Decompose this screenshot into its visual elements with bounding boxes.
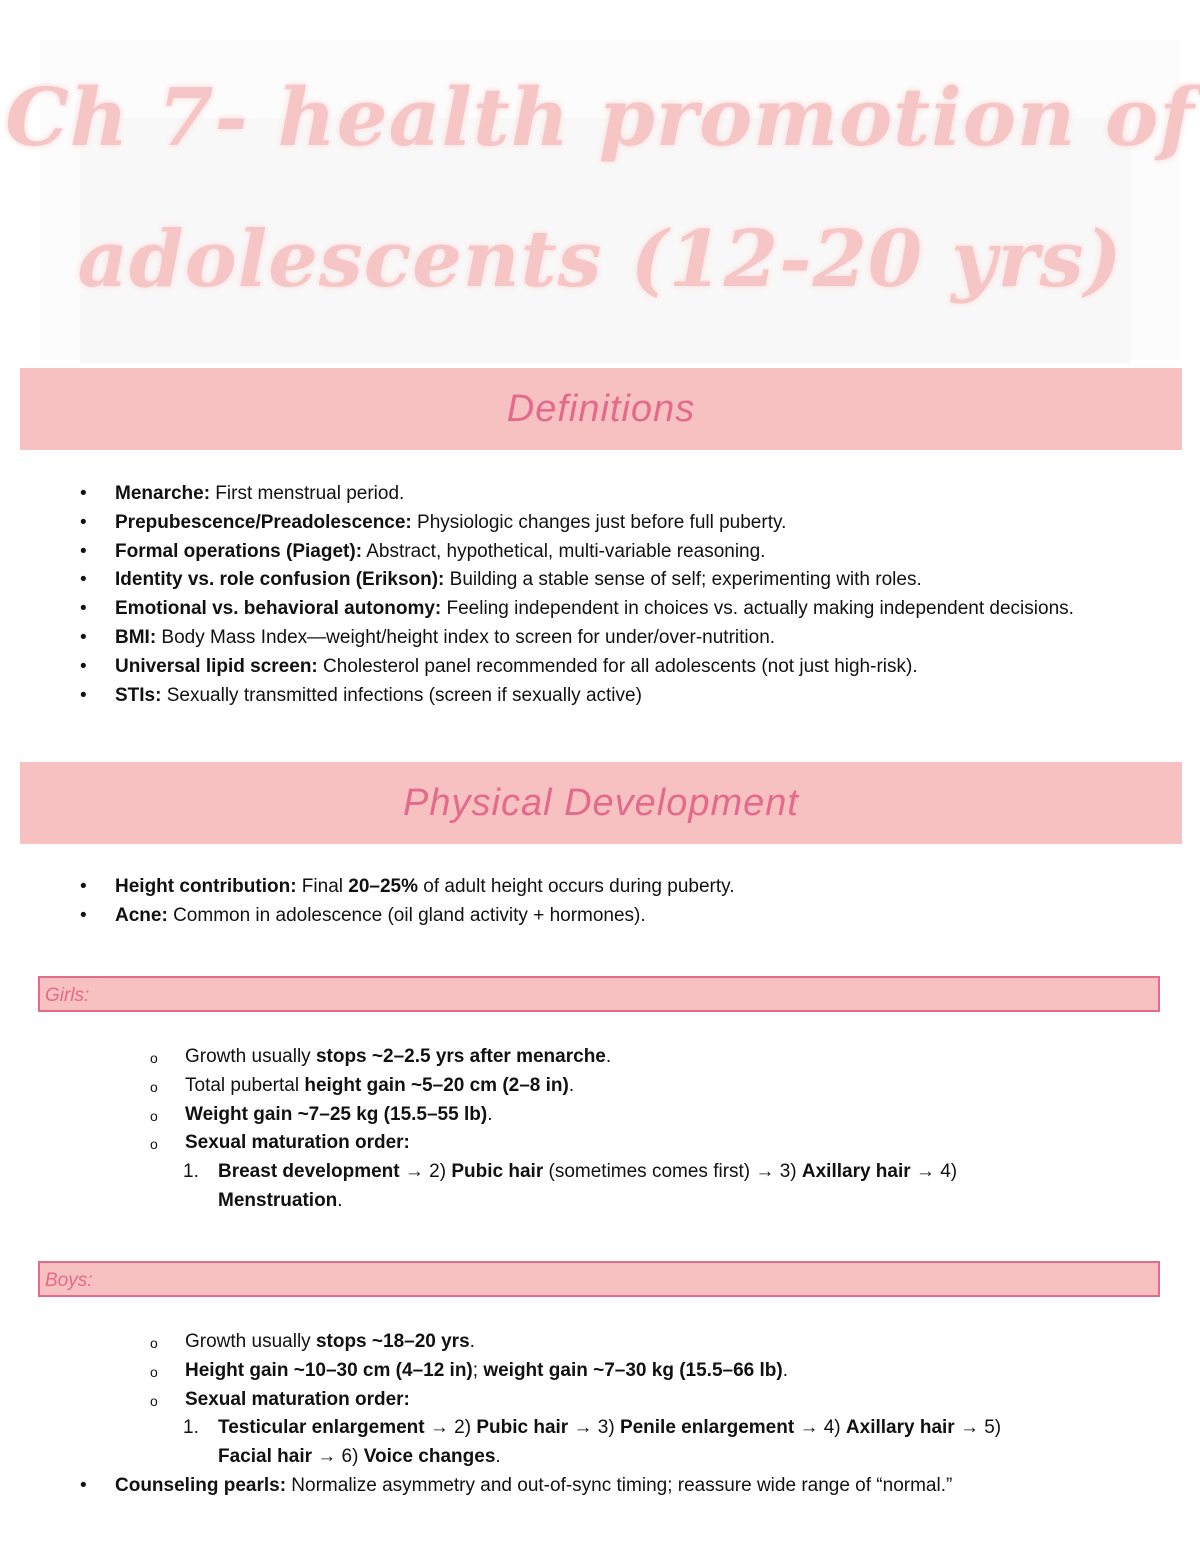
list-item xyxy=(78,1472,1168,1501)
maturation-order xyxy=(148,1158,1148,1216)
term: Counseling pearls: xyxy=(115,1475,287,1496)
page-title-line-2: adolescents (12-20 yrs) xyxy=(77,214,1123,305)
page-title-line-1: Ch 7- health promotion of xyxy=(5,70,1195,164)
maturation-order xyxy=(148,1414,1148,1472)
list-item xyxy=(148,1101,1148,1130)
counseling-list xyxy=(78,1472,1168,1501)
term: Identity vs. role confusion (Erikson): xyxy=(115,569,445,591)
list-item xyxy=(148,1328,1148,1357)
list-item xyxy=(78,480,1168,509)
term: Emotional vs. behavioral autonomy: xyxy=(115,598,442,620)
definition: Abstract, hypothetical, multi-variable reasoning. xyxy=(362,540,766,562)
girls-heading: Girls: xyxy=(38,976,1160,1012)
list-item xyxy=(78,873,1168,902)
definition: Building a stable sense of self; experimenting with roles. xyxy=(444,569,922,591)
list-item xyxy=(148,1129,1148,1158)
term: Prepubescence/Preadolescence: xyxy=(115,511,412,533)
arrow-text: → 4) xyxy=(910,1161,958,1183)
item-number: 1. xyxy=(183,1417,199,1439)
emphasis: Weight gain ~7–25 kg (15.5–55 lb) xyxy=(185,1103,488,1125)
text: of adult height occurs during puberty. xyxy=(418,876,735,897)
text: ; xyxy=(472,1359,484,1381)
list-item xyxy=(78,566,1168,595)
arrow-text: → 2) xyxy=(424,1417,477,1439)
arrow-text: → 6) xyxy=(312,1446,364,1468)
text: . xyxy=(568,1074,575,1096)
term: Universal lipid screen: xyxy=(115,655,318,677)
item-number: 1. xyxy=(183,1161,199,1183)
arrow-text: → 5) xyxy=(954,1417,1002,1439)
boys-heading: Boys: xyxy=(38,1261,1160,1297)
list-item xyxy=(78,682,1168,711)
list-item xyxy=(78,509,1168,538)
girls-list xyxy=(148,1043,1148,1216)
list-item xyxy=(148,1414,1148,1472)
list-item xyxy=(78,595,1168,624)
maturation-order-label: Sexual maturation order: xyxy=(185,1132,410,1154)
definition: Common in adolescence (oil gland activity + hormones). xyxy=(167,904,646,926)
emphasis: Height gain ~10–30 cm (4–12 in) xyxy=(185,1359,473,1381)
stage: Penile enlargement xyxy=(619,1417,795,1439)
definition: Cholesterol panel recommended for all adolescents (not just high-risk). xyxy=(317,655,918,677)
term: Height contribution: xyxy=(115,876,297,897)
stage: Axillary hair xyxy=(801,1161,911,1183)
text: . xyxy=(782,1359,788,1381)
list-item xyxy=(78,902,1168,931)
physical-development-heading: Physical Development xyxy=(20,762,1182,844)
arrow-text: → 4) xyxy=(794,1417,846,1439)
list-item xyxy=(78,624,1168,653)
list-item xyxy=(148,1072,1148,1101)
text: . xyxy=(605,1046,612,1067)
list-item xyxy=(78,653,1168,682)
definition: Sexually transmitted infections (screen if sexually active) xyxy=(161,684,642,706)
term: Acne: xyxy=(115,904,168,926)
arrow-text: → 2) xyxy=(399,1161,452,1183)
stage: Voice changes xyxy=(363,1446,496,1468)
term: STIs: xyxy=(115,684,162,706)
list-item xyxy=(148,1043,1148,1072)
emphasis: stops ~2–2.5 yrs after menarche xyxy=(315,1046,606,1067)
maturation-order-label: Sexual maturation order: xyxy=(185,1388,410,1410)
text: . xyxy=(487,1103,493,1125)
stage: Pubic hair xyxy=(476,1417,569,1439)
ordered-item xyxy=(148,1158,1148,1216)
boys-list xyxy=(148,1328,1148,1472)
stage: Facial hair xyxy=(218,1446,312,1468)
emphasis: height gain ~5–20 cm (2–8 in) xyxy=(304,1074,569,1096)
physical-list xyxy=(78,873,1168,931)
term: Menarche: xyxy=(115,483,211,504)
definitions-heading: Definitions xyxy=(20,368,1182,450)
text: Growth usually xyxy=(185,1331,316,1352)
ordered-item xyxy=(148,1414,1148,1472)
list-item xyxy=(148,1386,1148,1415)
definitions-list xyxy=(78,480,1168,710)
definition: Feeling independent in choices vs. actually making independent decisions. xyxy=(441,598,1074,620)
arrow-text: → 3) xyxy=(568,1417,620,1439)
list-item xyxy=(148,1158,1148,1216)
stage: Axillary hair xyxy=(845,1417,955,1439)
list-item xyxy=(78,538,1168,567)
definition: Physiologic changes just before full puberty. xyxy=(411,511,787,533)
text: Total pubertal xyxy=(185,1074,305,1096)
text: Growth usually xyxy=(185,1046,316,1067)
stage: Menstruation xyxy=(218,1189,338,1211)
stage: Breast development xyxy=(218,1161,400,1183)
emphasis: 20–25% xyxy=(348,876,419,897)
definition: First menstrual period. xyxy=(210,483,405,504)
text: . xyxy=(469,1331,475,1352)
text: . xyxy=(337,1189,343,1211)
term: BMI: xyxy=(115,626,157,648)
stage: Testicular enlargement xyxy=(218,1417,425,1439)
text: . xyxy=(495,1446,501,1468)
emphasis: weight gain ~7–30 kg (15.5–66 lb) xyxy=(483,1359,783,1381)
arrow-text: (sometimes comes first) → 3) xyxy=(543,1161,802,1183)
stage: Pubic hair xyxy=(451,1161,544,1183)
term: Formal operations (Piaget): xyxy=(115,540,363,562)
text: Final xyxy=(296,876,349,897)
emphasis: stops ~18–20 yrs xyxy=(315,1331,470,1352)
definition: Body Mass Index—weight/height index to screen for under/over-nutrition. xyxy=(156,626,776,648)
list-item xyxy=(148,1357,1148,1386)
definition: Normalize asymmetry and out-of-sync timing; reassure wide range of “normal.” xyxy=(286,1475,953,1496)
